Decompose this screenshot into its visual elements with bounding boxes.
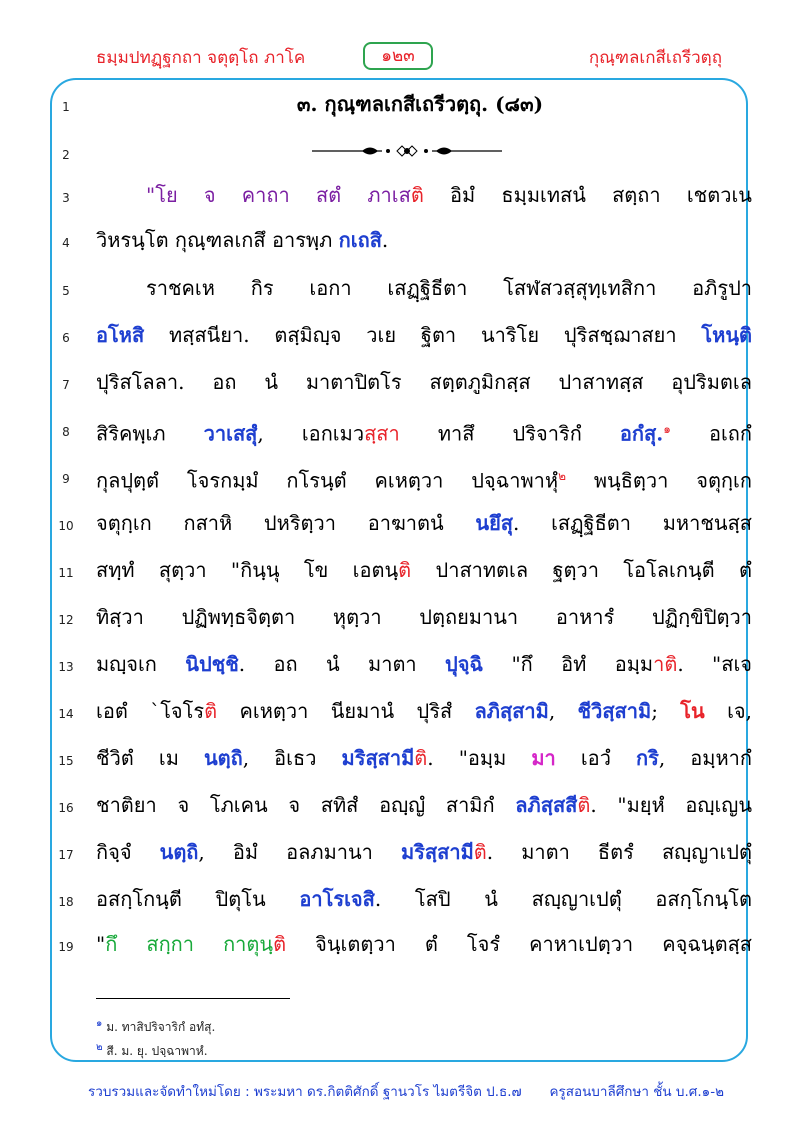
text-line (96, 646, 752, 682)
line-15 (0, 740, 800, 776)
line-number: 19 (58, 940, 74, 954)
verb-highlight: ลภิสฺสามิ (474, 699, 549, 723)
text-span: สทฺทํ สุตฺวา "กินฺนุ โข เอตนฺ (96, 558, 399, 582)
line-13 (0, 646, 800, 682)
running-header-left: ธมฺมปทฏฺฐกถา จตุตฺโถ ภาโค (96, 48, 306, 68)
text-span: คเหตฺวา นียมานํ ปุริสํ (217, 699, 475, 723)
iti-particle: ติ (398, 558, 412, 582)
text-span: . อถ นํ มาตา (238, 652, 446, 676)
line-5 (0, 270, 800, 306)
iti-particle: ติ (204, 699, 218, 723)
iti-particle: ติ (577, 793, 591, 817)
question-highlight: กึ สกฺกา กาตุนฺ (105, 932, 274, 956)
verb-highlight: วาเสสุํ (203, 421, 258, 446)
line-number: 4 (62, 236, 70, 250)
text-span: จตุกฺเก กสาหิ ปหริตฺวา อาฆาตนํ (96, 511, 476, 535)
text-line: ปุริสโลลา. อถ นํ มาตาปิตโร สตฺตภูมิกสฺส ปาสาทสฺส อุปริมตเล (96, 370, 752, 394)
verb-highlight: โหนฺติ (701, 323, 752, 347)
verb-highlight: อกํสุ. (619, 421, 664, 446)
footer-course: ครูสอนบาลีศึกษา ชั้น บ.ศ.๑-๒ (549, 1084, 724, 1100)
line-number: 11 (58, 566, 74, 580)
footnote-ref[interactable]: ๑ (663, 422, 671, 436)
text-span: วิหรนฺโต กุณฺฑลเกสึ อารพฺภ (96, 228, 339, 252)
line-number: 14 (58, 707, 74, 721)
line-18 (0, 881, 800, 917)
line-number: 7 (62, 378, 70, 392)
text-span: ชาติยา จ โภเคน จ สทิสํ อญฺญํ สามิกํ (96, 793, 516, 817)
verb-highlight: มริสฺสามี (341, 746, 415, 770)
text-span: ; (651, 699, 681, 723)
line-8 (0, 411, 800, 447)
footnote-text: สี. ม. ยุ. ปจฺฉาพาหํ. (106, 1044, 208, 1058)
text-span: . มาตา ธีตรํ สญฺญาเปตุํ (486, 840, 752, 864)
text-span: . โสปิ นํ สญฺญาเปตุํ อสกฺโกนฺโต (374, 887, 752, 911)
text-line (96, 834, 752, 870)
ornament-divider-icon (312, 143, 502, 159)
text-span: อสกฺโกนฺตี ปิตุโน (96, 887, 300, 911)
iti-particle: าติ (653, 652, 678, 676)
text-line: ทิสฺวา ปฏิพทฺธจิตฺตา หุตฺวา ปตฺถยมานา อาหารํ ปฏิกฺขิปิตฺวา (96, 605, 752, 629)
footnote-1 (96, 1016, 215, 1037)
text-line (96, 693, 752, 729)
text-span: เอตํ `โจโร (96, 699, 205, 723)
text-span: เอวํ (555, 746, 636, 770)
negation-highlight: โน (680, 699, 705, 723)
text-span: จินฺเตตฺวา ตํ โจรํ คาหาเปตฺวา คจฺฉนฺตสฺส (286, 932, 752, 956)
line-number: 15 (58, 754, 74, 768)
line-number: 16 (58, 801, 74, 815)
text-span: ชีวิตํ เม (96, 746, 204, 770)
text-line (96, 740, 752, 776)
text-line (96, 411, 752, 452)
line-4 (0, 222, 800, 258)
text-span: . (381, 228, 389, 252)
line-number: 10 (58, 519, 74, 533)
text-line (96, 926, 752, 962)
line-1 (0, 86, 800, 122)
line-number: 2 (62, 148, 70, 162)
line-6 (0, 317, 800, 353)
text-line (96, 505, 752, 541)
text-span: มญฺจเก (96, 652, 186, 676)
text-span: . "อมฺม (427, 746, 532, 770)
line-14 (0, 693, 800, 729)
verb-highlight: อโหสิ (96, 323, 145, 347)
line-number: 13 (58, 660, 74, 674)
text-span: , อิมํ อลภมานา (198, 840, 401, 864)
text-line (96, 881, 752, 917)
verb-highlight: อาโรเจสิ (299, 887, 375, 911)
prohibitive-highlight: มา (531, 746, 556, 770)
text-span: กุลปุตฺตํ โจรกมฺมํ กโรนฺตํ คเหตฺวา ปจฺฉาพาหุํ (96, 468, 559, 493)
text-span: ปาสาทตเล ฐตฺวา โอโลเกนฺตี ตํ (411, 558, 752, 582)
footnote-mark: ๒ (96, 1042, 103, 1053)
text-span: อเถกํ (670, 421, 752, 446)
verb-highlight: นตฺถิ (203, 746, 243, 770)
text-span: "กึ อิทํ อมฺม (483, 652, 654, 676)
verb-highlight: ปุจฺฉิ (445, 652, 484, 676)
line-number: 5 (62, 284, 70, 298)
line-9 (0, 458, 800, 494)
text-line (96, 458, 752, 499)
line-number: 9 (62, 472, 70, 486)
text-span: , อิเธว (242, 746, 342, 770)
text-line (96, 222, 752, 258)
verb-highlight: ลภิสฺสสี (515, 793, 578, 817)
line-number: 18 (58, 895, 74, 909)
text-span: , เอกเมว (257, 421, 365, 446)
text-span: . "สเจ (677, 652, 752, 676)
footnote-text: ม. ทาสิปริจาริกํ อทํสุ. (106, 1020, 216, 1034)
text-line (96, 317, 752, 353)
line-3 (0, 177, 800, 213)
line-17 (0, 834, 800, 870)
text-line (146, 177, 752, 213)
line-19 (0, 926, 800, 962)
text-span: . เสฏฺฐิธีตา มหาชนสฺส (513, 511, 752, 535)
line-16 (0, 787, 800, 823)
text-span: , (548, 699, 578, 723)
verb-highlight: ชีวิสฺสามิ (577, 699, 652, 723)
line-12 (0, 599, 800, 635)
footnote-2 (96, 1040, 208, 1061)
verb-highlight: กริ (636, 746, 659, 770)
line-10 (0, 505, 800, 541)
story-title: ๓. กุณฺฑลเกสีเถรีวตฺถุ. (๘๓) (296, 92, 544, 116)
footnote-rule (96, 998, 290, 999)
footnote-ref[interactable]: ๒ (558, 469, 567, 483)
text-line (96, 552, 752, 588)
line-number: 12 (58, 613, 74, 627)
footnote-mark: ๑ (96, 1018, 103, 1029)
text-span: สิริคพฺเภ (96, 421, 204, 446)
line-7 (0, 364, 800, 400)
iti-particle: ติ (473, 840, 487, 864)
verb-highlight: นยึสุ (475, 511, 514, 535)
text-span: . "มยฺหํ อญฺเญน (590, 793, 752, 817)
line-11 (0, 552, 800, 588)
gatha-quote: "โย จ คาถา สตํ ภาเส (146, 183, 411, 207)
page-number-box: ๑๒๓ (363, 42, 433, 70)
text-span: ทาสึ ปริจาริกํ (399, 421, 620, 446)
running-header-right: กุณฺฑลเกสีเถรีวตฺถุ (588, 48, 722, 68)
text-span: กิจฺจํ (96, 840, 160, 864)
text-span: , อมฺหากํ (658, 746, 752, 770)
iti-particle: ติ (410, 183, 424, 207)
text-span: " (96, 932, 106, 956)
verb-highlight: มริสฺสามี (401, 840, 474, 864)
line-number: 3 (62, 191, 70, 205)
text-span: พนฺธิตฺวา จตุกฺเก (566, 468, 752, 493)
iti-particle: ติ (273, 932, 287, 956)
line-number: 6 (62, 331, 70, 345)
text-line (96, 787, 752, 823)
suffix-highlight: สฺสา (364, 421, 400, 446)
line-number: 17 (58, 848, 74, 862)
footer-compiler: รวบรวมและจัดทำใหม่โดย : พระมหา ดร.กิตติศักดิ์ ฐานวโร ไมตรีจิต ป.ธ.๗ (88, 1084, 522, 1100)
text-span: เจ, (704, 699, 752, 723)
text-line: ราชคเห กิร เอกา เสฏฺฐิธีตา โสฬสวสฺสุทฺเทสิกา อภิรูปา (146, 276, 752, 300)
line-number: 8 (62, 425, 70, 439)
verb-highlight: กเถสิ (338, 228, 382, 252)
text-span: ทสฺสนียา. ตสฺมิญฺจ วเย ฐิตา นาริโย ปุริสชฺฌาสยา (144, 323, 702, 347)
verb-highlight: นตฺถิ (159, 840, 199, 864)
iti-particle: ติ (414, 746, 428, 770)
line-number: 1 (62, 100, 70, 114)
verb-highlight: นิปชฺชิ (185, 652, 239, 676)
text-span: อิมํ ธมฺมเทสนํ สตฺถา เชตวเน (423, 183, 752, 207)
